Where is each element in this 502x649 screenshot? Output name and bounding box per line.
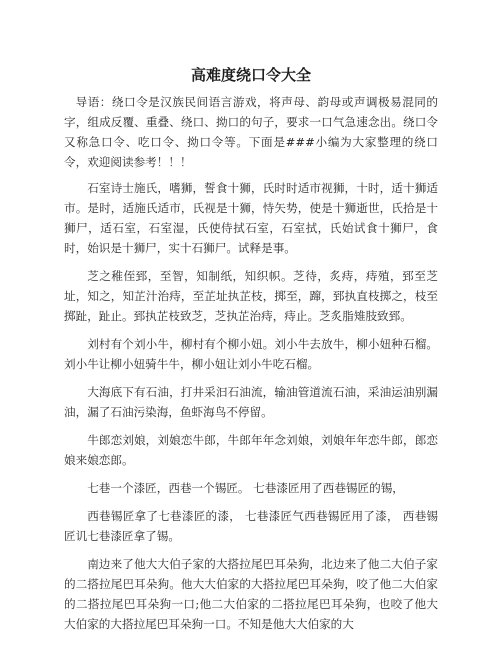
paragraph-qi-xiang-2: 西巷锡匠拿了七巷漆匠的漆， 七巷漆匠气西巷锡匠用了漆， 西巷锡匠讥七巷漆匠拿了锡。 (64, 509, 438, 543)
paragraph-shi-shi: 石室诗士施氏，嗜狮，誓食十狮，氏时时适市视狮，十时，适十狮适市。是时，适施氏适市，氏视是十狮，恃矢势，使是十狮逝世，氏拾是十狮尸，适石室，石室湿，氏使侍拭石室，石室拭，氏始试食十狮尸，食时，始识是十狮尸，实十石狮尸。试释是事。 (64, 181, 438, 255)
page-title: 高难度绕口令大全 (190, 66, 311, 84)
intro-paragraph: 导语：绕口令是汉族民间语言游戏，将声母、韵母或声调极易混同的字，组成反覆、重叠、绕口、拗口的句子，要求一口气急速念出。绕口令又称急口令、吃口令、拗口令等。下面是###小编为大家整理的绕口令，欢迎阅读参考！！！ (64, 95, 438, 169)
paragraph-zhi-zhi: 芝之稚侄郅，至智，知制纸，知织帜。芝待，炙痔，痔殖，郅至芝址，知之，知芷汁治痔，至芷址执芷枝，掷至，蹿，郅执直枝掷之，枝至掷趾，趾止。郅执芷枝致芝，芝执芷治痔，痔止。芝炙脂雉肢致郅。 (64, 269, 438, 323)
paragraph-liu-xiao-niu: 刘村有个刘小牛，柳村有个柳小妞。刘小牛去放牛，柳小妞种石榴。刘小牛让柳小妞骑牛牛，柳小妞让刘小牛吃石榴。 (64, 337, 438, 371)
paragraph-shi-you: 大海底下有石油，打井采汩石油流，输油管道流石油，采油运油别漏油，漏了石油污染海，鱼虾海鸟不停留。 (64, 385, 438, 419)
paragraph-niu-lang: 牛郎恋刘娘，刘娘恋牛郎，牛郎年年念刘娘，刘娘年年恋牛郎，郎恋娘来娘恋郎。 (64, 433, 438, 467)
paragraph-qi-xiang-1: 七巷一个漆匠，西巷一个锡匠。 七巷漆匠用了西巷锡匠的锡， (87, 481, 404, 495)
document-body (64, 92, 438, 642)
paragraph-da-ta-la: 南边来了他大大伯子家的大搭拉尾巴耳朵狗，北边来了他二大伯子家的二搭拉尾巴耳朵狗。他大大伯家的大搭拉尾巴耳朵狗，咬了他二大伯家的二搭拉尾巴耳朵狗一口;他二大伯家的二搭拉尾巴耳朵狗，也咬了他大大伯家的大搭拉尾巴耳朵狗一口。不知是他大大伯家的大 (64, 557, 438, 631)
